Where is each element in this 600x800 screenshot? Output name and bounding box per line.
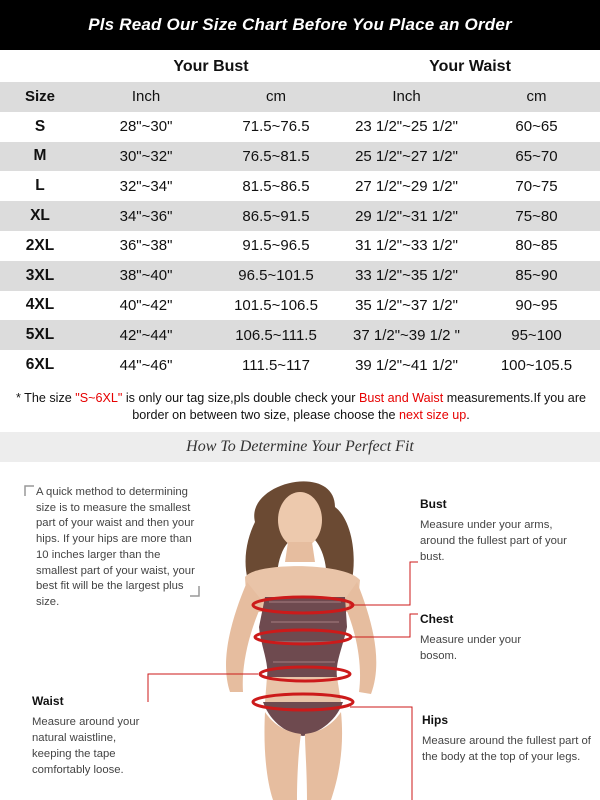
waist-inch-cell: 23 1/2"~25 1/2" (355, 118, 458, 136)
quick-method-text: A quick method to determining size is to measure the smallest part of your waist and then your hips. If your hips are more than 10 inches larger than the smallest part of your waist, your best fit will be the largest plus size. (36, 486, 195, 608)
bust-inch-cell: 34"~36" (80, 201, 212, 231)
bust-inch-cell: 30"~32" (80, 142, 212, 172)
column-header-row (0, 82, 600, 112)
left-arm-shape (226, 582, 263, 692)
size-cell: L (35, 177, 45, 195)
hips-title: Hips (422, 713, 449, 727)
size-cell: 3XL (0, 261, 80, 291)
fit-guide-header (0, 432, 600, 462)
size-note (4, 390, 598, 424)
bust-cm-cell: 86.5~91.5 (212, 201, 340, 231)
size-chart-table (0, 82, 600, 380)
fit-guide-title: How To Determine Your Perfect Fit (186, 438, 414, 455)
bust-inch-cell: 32"~34" (119, 177, 173, 195)
waist-cm-cell: 60~65 (515, 118, 558, 136)
waist-cm-cell: 80~85 (515, 237, 558, 255)
waist-cm-cell: 95~100 (473, 320, 600, 350)
waist-inch-cell: 25 1/2"~27 1/2" (340, 142, 473, 172)
note-text-2: is only our tag size,pls double check your (122, 391, 359, 405)
note-text-4: . (466, 408, 470, 422)
size-row (0, 350, 600, 380)
right-arm-shape (343, 582, 376, 694)
size-cell: 2XL (25, 236, 55, 254)
column-header-waist-inch: Inch (340, 82, 473, 112)
chest-text: Measure under your bosom. (420, 634, 522, 662)
size-row (0, 261, 600, 291)
size-row (0, 142, 600, 172)
size-cell: M (0, 142, 80, 172)
waist-inch-cell: 35 1/2"~37 1/2" (355, 296, 458, 314)
face-shape (278, 492, 322, 548)
column-header-bust-cm: cm (212, 82, 340, 112)
size-row (0, 171, 600, 201)
waist-inch-cell: 33 1/2"~35 1/2" (340, 261, 473, 291)
waist-cm-cell: 100~105.5 (500, 356, 573, 374)
note-text-1: * The size (15, 391, 76, 405)
bust-text: Measure under your arms, around the fullest part of your bust. (420, 519, 567, 563)
size-cell: 6XL (25, 356, 55, 374)
bust-inch-cell: 40"~42" (119, 296, 173, 314)
bust-inch-cell: 28"~30" (119, 118, 173, 136)
bust-cm-cell: 106.5~111.5 (212, 320, 340, 350)
size-cell: 5XL (0, 320, 80, 350)
model-illustration (185, 462, 400, 800)
top-banner (0, 0, 600, 50)
bust-cm-cell: 111.5~117 (242, 356, 310, 374)
size-row (0, 231, 600, 261)
bust-cm-cell: 81.5~86.5 (242, 177, 310, 195)
note-highlight-tag-size: "S~6XL" (75, 391, 123, 405)
waist-cm-cell: 85~90 (473, 261, 600, 291)
corset-shape (259, 597, 347, 677)
bust-inch-cell: 36"~38" (119, 237, 173, 255)
bust-cm-cell: 101.5~106.5 (234, 296, 318, 314)
bust-cm-cell: 76.5~81.5 (212, 142, 340, 172)
bust-cm-cell: 91.5~96.5 (242, 237, 310, 255)
size-row (0, 320, 600, 350)
hips-text: Measure around the fullest part of the body at the top of your legs. (422, 735, 591, 763)
size-cell: S (34, 117, 46, 135)
waist-cm-cell: 75~80 (473, 201, 600, 231)
size-cell: XL (0, 201, 80, 231)
note-highlight-next-size: next size up (399, 408, 467, 422)
size-chart-body (0, 82, 600, 380)
waist-group-header: Your Waist (429, 58, 511, 75)
waist-text: Measure around your natural waistline, keeping the tape comfortably loose. (32, 716, 140, 776)
size-cell: 4XL (25, 296, 55, 314)
bust-inch-cell: 38"~40" (80, 261, 212, 291)
column-header-size: Size (0, 82, 80, 112)
waist-cm-cell: 90~95 (515, 296, 558, 314)
bust-title: Bust (420, 497, 447, 511)
waist-cm-cell: 65~70 (473, 142, 600, 172)
column-header-waist-cm: cm (473, 82, 600, 112)
waist-cm-cell: 70~75 (515, 177, 558, 195)
size-row (0, 201, 600, 231)
note-highlight-measurements: Bust and Waist (358, 391, 444, 405)
size-row (0, 112, 600, 142)
bust-inch-cell: 42"~44" (80, 320, 212, 350)
waist-inch-cell: 39 1/2"~41 1/2" (355, 356, 458, 374)
size-row (0, 291, 600, 321)
waist-inch-cell: 27 1/2"~29 1/2" (355, 177, 458, 195)
bust-cm-cell: 96.5~101.5 (212, 261, 340, 291)
chest-title: Chest (420, 612, 454, 626)
note-text-3: measurements.If you are border on between two size, please choose the (132, 391, 587, 422)
waist-inch-cell: 37 1/2"~39 1/2 " (340, 320, 473, 350)
column-header-bust-inch: Inch (80, 82, 212, 112)
banner-text: Pls Read Our Size Chart Before You Place an Order (88, 15, 512, 34)
bust-inch-cell: 44"~46" (119, 356, 173, 374)
waist-inch-cell: 29 1/2"~31 1/2" (340, 201, 473, 231)
bust-cm-cell: 71.5~76.5 (242, 118, 310, 136)
bust-group-header: Your Bust (173, 58, 249, 75)
waist-inch-cell: 31 1/2"~33 1/2" (355, 237, 458, 255)
waist-title: Waist (32, 694, 64, 708)
